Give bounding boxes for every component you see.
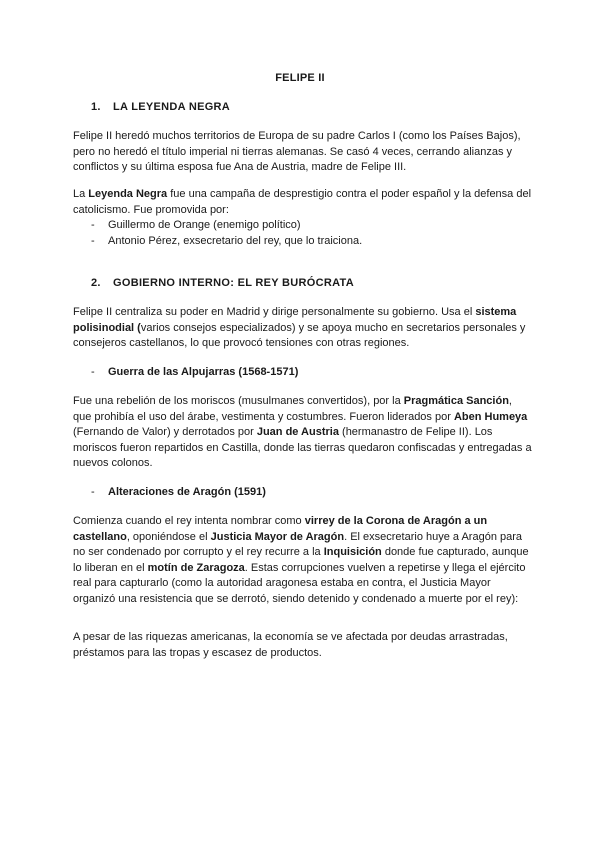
bold-term: Inquisición (323, 546, 382, 558)
subheading-aragon (91, 486, 266, 498)
text-run: Fue una rebelión de los moriscos (musulmanes convertidos), por la (73, 395, 404, 407)
bold-term: motín de Zaragoza (147, 561, 245, 574)
document-title: FELIPE II (275, 72, 325, 84)
subheading-alpujarras (91, 366, 298, 378)
section-1-number: 1. (91, 101, 101, 113)
text-run: varios consejos especializados) y se apoya mucho en secretarios personales y consejeros castellanos, lo que provocó tensiones con otras regiones. (73, 321, 526, 349)
list-item (91, 234, 531, 250)
list-item (91, 218, 531, 234)
text-run: fue una campaña de desprestigio contra el poder español y la defensa del catolicismo. Fue promovida por: (73, 188, 532, 216)
section-1-heading (91, 101, 230, 113)
section-2-heading (91, 277, 354, 289)
dash-marker: - (91, 219, 95, 231)
section-2-paragraph-1 (73, 305, 533, 352)
text-run: La (73, 188, 89, 200)
subheading-text: Alteraciones de Aragón (1591) (108, 486, 266, 498)
bold-term: Aben Humeya (453, 410, 528, 423)
text-run: Felipe II centraliza su poder en Madrid y dirige personalmente su gobierno. Usa el (73, 306, 476, 318)
text-run: , oponiéndose el (126, 530, 211, 543)
text-run: (Fernando de Valor) y derrotados por (73, 426, 257, 438)
text-run: donde fue capturado, aunque lo liberan en el (73, 546, 529, 574)
aragon-paragraph (73, 514, 533, 607)
text-run: . Estas corrupciones vuelven a repetirse y llega el ejército real para capturarlo (como la autoridad aragonesa estaba en contra, el Justicia Mayor organizó una resistencia que se derrotó, siendo detenido y condenado a muerte por el rey): (73, 561, 526, 605)
bold-term: Juan de Austria (256, 426, 339, 438)
dash-marker: - (91, 366, 95, 378)
list-item-text: Antonio Pérez, exsecretario del rey, que lo traiciona. (108, 234, 363, 247)
section-2-title: GOBIERNO INTERNO: EL REY BURÓCRATA (113, 277, 355, 289)
bold-term: virrey de la Corona de Aragón a un castellano (73, 515, 488, 543)
dash-marker: - (91, 486, 95, 498)
subheading-text: Guerra de las Alpujarras (1568-1571) (108, 366, 299, 378)
text-run: Comienza cuando el rey intenta nombrar como (73, 515, 305, 527)
section-1-paragraph-1: Felipe II heredó muchos territorios de Europa de su padre Carlos I (como los Países Bajos), pero no heredó el título imperial ni tierras alemanas. Se casó 4 veces, cerrando alianzas y conflictos y su última esposa fue Ana de Austria, madre de Felipe III. (73, 130, 521, 173)
text-run: (hermanastro de Felipe II). Los moriscos fueron repartidos en Castilla, donde las tierras quedaron confiscadas y entregadas a nuevos colonos. (73, 426, 532, 469)
bold-term: sistema polisinodial ( (73, 306, 517, 334)
closing-paragraph: A pesar de las riquezas americanas, la economía se ve afectada por deudas arrastradas, préstamos para las tropas y escasez de productos. (73, 631, 508, 659)
section-1-title: LA LEYENDA NEGRA (113, 101, 231, 113)
promoters-list (91, 218, 531, 249)
bold-term: Pragmática Sanción (403, 395, 509, 407)
dash-marker: - (91, 234, 95, 247)
alpujarras-paragraph (73, 394, 533, 472)
bold-term: Leyenda Negra (88, 188, 168, 200)
section-2-number: 2. (91, 277, 101, 289)
list-item-text: Guillermo de Orange (enemigo político) (108, 219, 301, 231)
section-1-paragraph-2 (73, 187, 533, 218)
bold-term: Justicia Mayor de Aragón (210, 530, 345, 543)
text-run: , que prohibía el uso del árabe, vestimenta y costumbres. Fueron liderados por (73, 395, 512, 423)
text-run: . El exsecretario huye a Aragón para no ser condenado por corrupto y el rey recurre a la (73, 530, 523, 558)
